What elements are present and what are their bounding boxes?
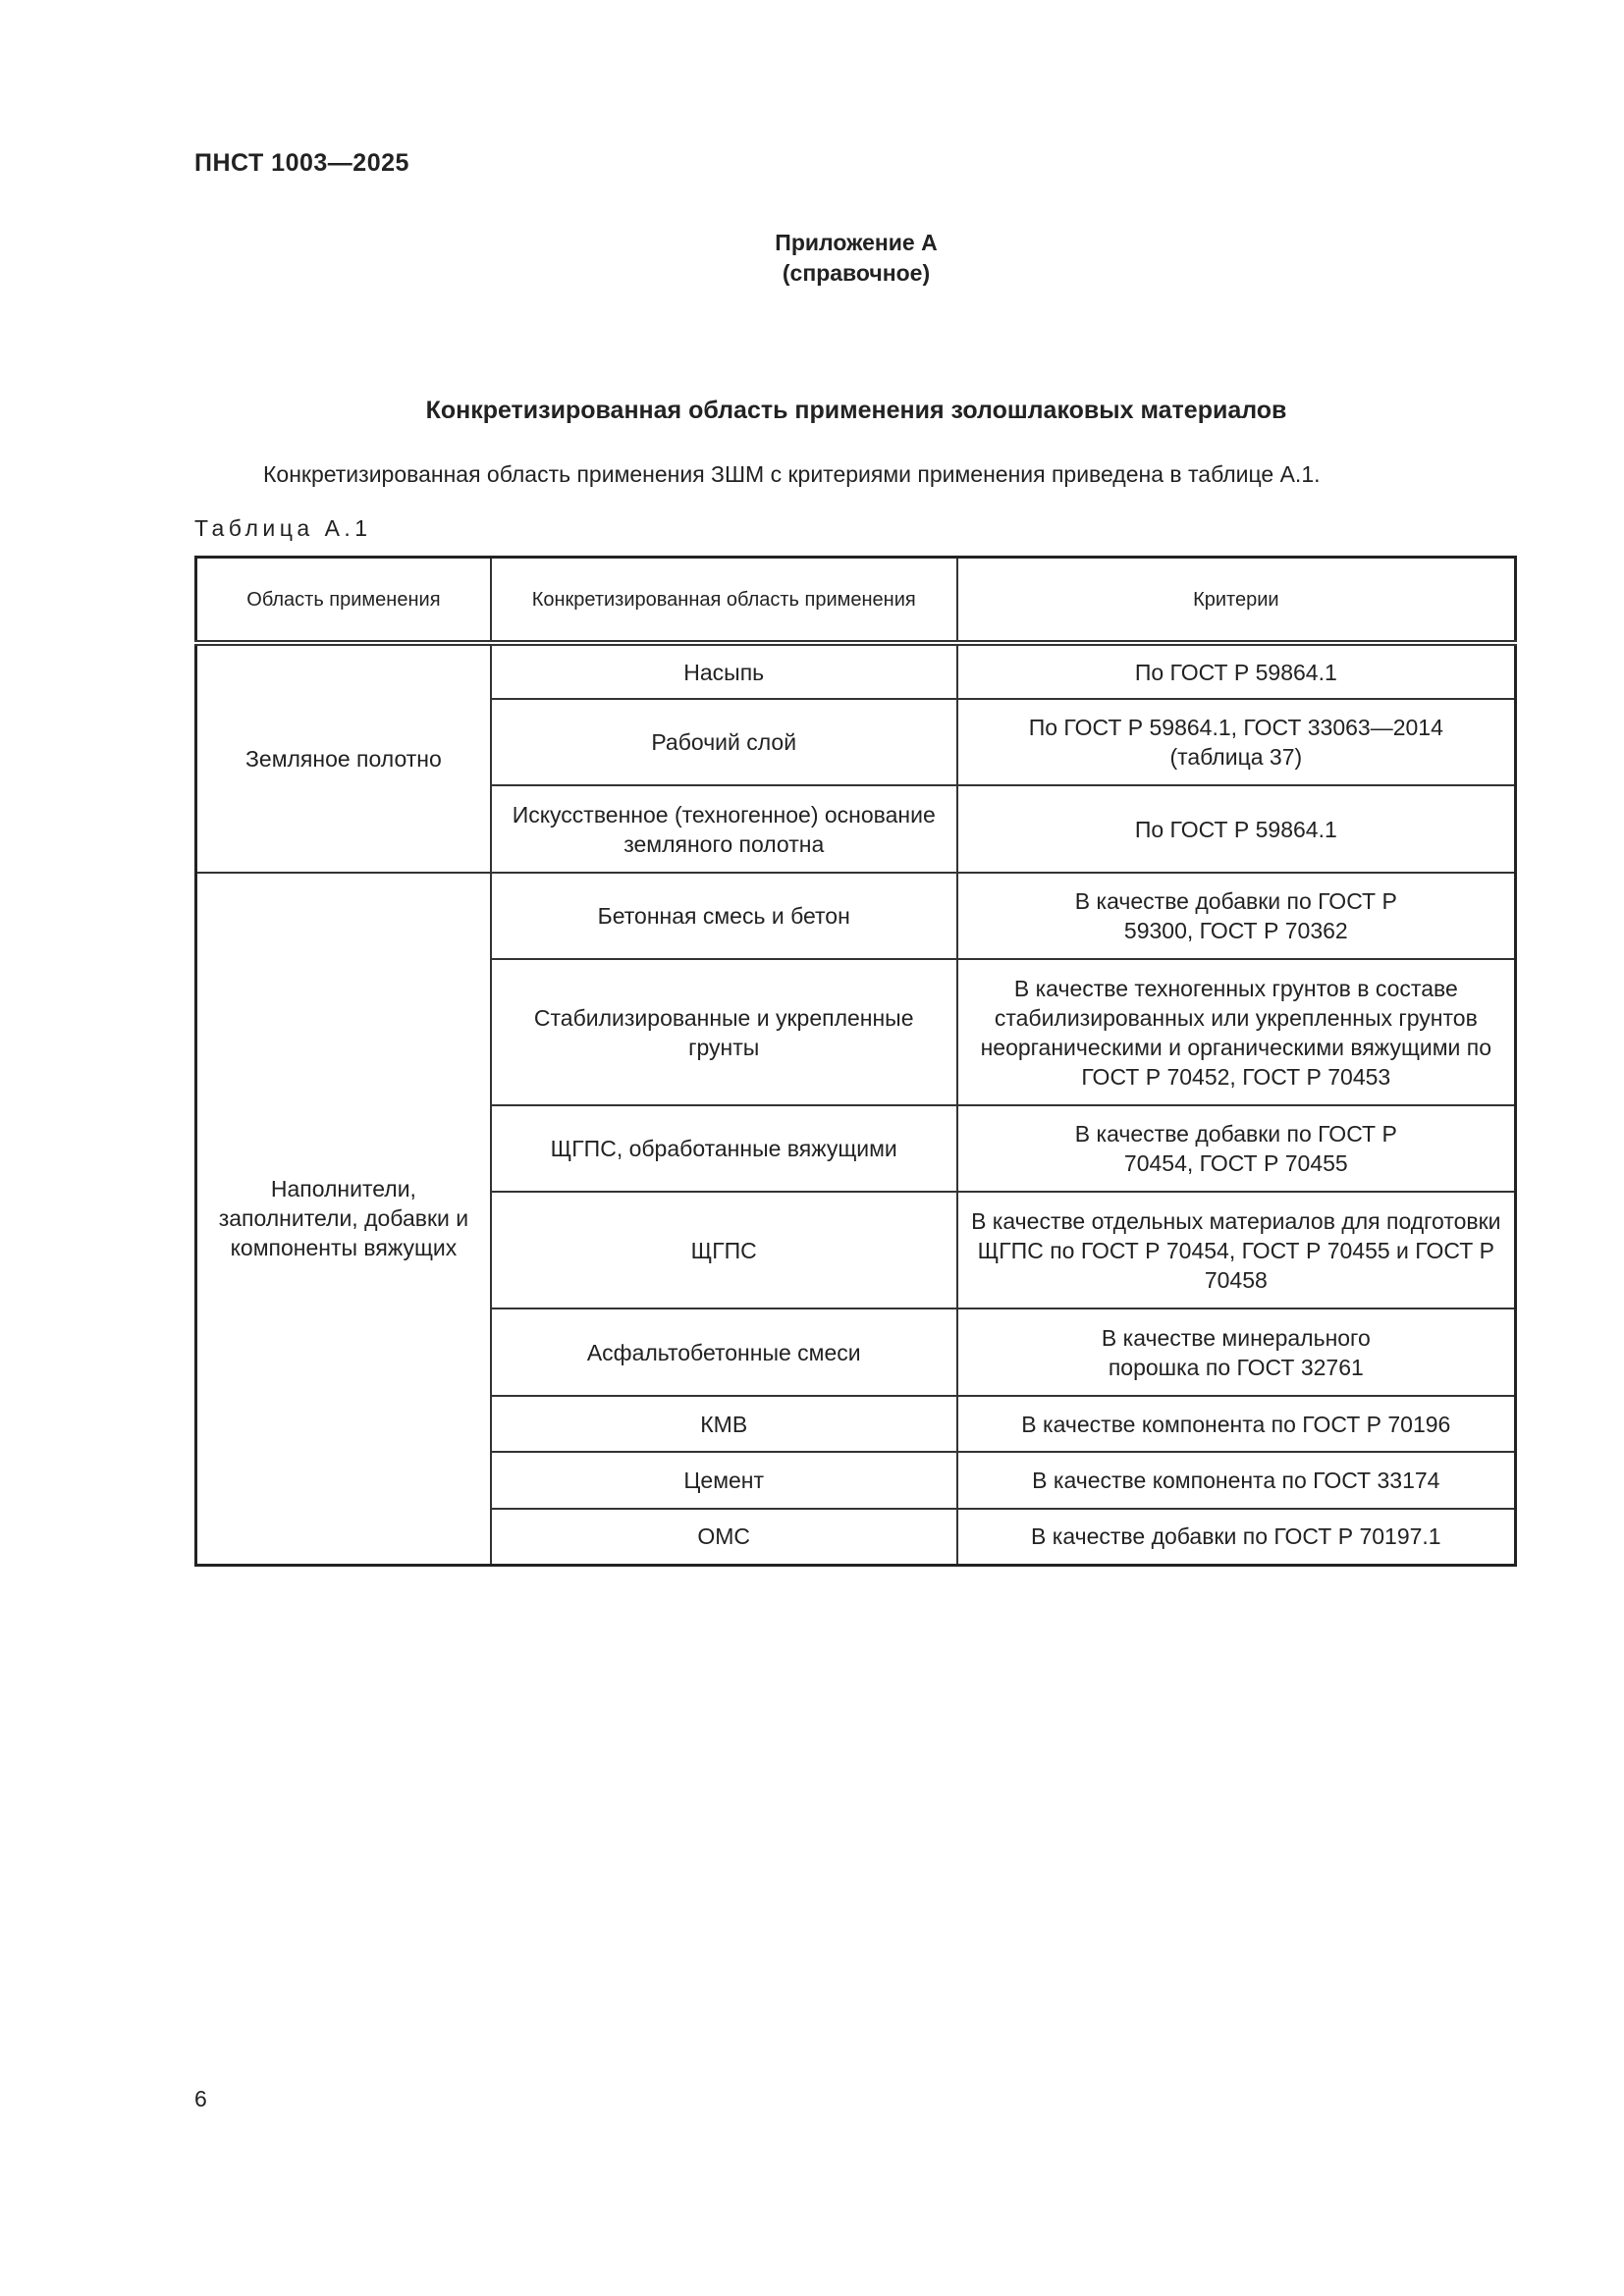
criteria-cell: В качестве добавки по ГОСТ Р 70454, ГОСТ Р 70455 bbox=[957, 1105, 1516, 1192]
criteria-cell: По ГОСТ Р 59864.1 bbox=[957, 643, 1516, 699]
specific-cell: Искусственное (техногенное) основание земляного полотна bbox=[491, 785, 957, 873]
criteria-cell: В качестве компонента по ГОСТ Р 70196 bbox=[957, 1396, 1516, 1452]
criteria-cell: По ГОСТ Р 59864.1 bbox=[957, 785, 1516, 873]
specific-cell: КМВ bbox=[491, 1396, 957, 1452]
specific-cell: Цемент bbox=[491, 1452, 957, 1509]
specific-cell: ЩГПС bbox=[491, 1192, 957, 1308]
document-code: ПНСТ 1003—2025 bbox=[194, 149, 409, 177]
criteria-cell: В качестве техногенных грунтов в составе стабилизированных или укрепленных грунтов неорганическими и органическими вяжущими по ГОСТ Р 70452, ГОСТ Р 70453 bbox=[957, 959, 1516, 1105]
criteria-cell: В качестве компонента по ГОСТ 33174 bbox=[957, 1452, 1516, 1509]
specific-cell: Асфальтобетонные смеси bbox=[491, 1308, 957, 1396]
criteria-cell: По ГОСТ Р 59864.1, ГОСТ 33063—2014 (таблица 37) bbox=[957, 699, 1516, 785]
specific-cell: ЩГПС, обработанные вяжущими bbox=[491, 1105, 957, 1192]
specific-cell: Бетонная смесь и бетон bbox=[491, 873, 957, 959]
criteria-cell: В качестве минерального порошка по ГОСТ 32761 bbox=[957, 1308, 1516, 1396]
appendix-heading bbox=[0, 228, 1624, 289]
applications-table bbox=[194, 556, 1517, 1567]
page-number: 6 bbox=[194, 2086, 207, 2111]
appendix-subtitle: (справочное) bbox=[782, 260, 931, 286]
criteria-cell: В качестве добавки по ГОСТ Р 70197.1 bbox=[957, 1509, 1516, 1565]
criteria-cell: В качестве отдельных материалов для подготовки ЩГПС по ГОСТ Р 70454, ГОСТ Р 70455 и ГОСТ Р 70458 bbox=[957, 1192, 1516, 1308]
header-criteria: Критерии bbox=[957, 558, 1516, 644]
specific-cell: Стабилизированные и укрепленные грунты bbox=[491, 959, 957, 1105]
table-label: Таблица А.1 bbox=[194, 515, 372, 541]
appendix-title: Приложение А bbox=[775, 230, 938, 255]
specific-cell: ОМС bbox=[491, 1509, 957, 1565]
area-cell: Земляное полотно bbox=[196, 643, 491, 873]
table-header-row bbox=[196, 558, 1516, 644]
specific-cell: Насыпь bbox=[491, 643, 957, 699]
intro-paragraph: Конкретизированная область применения ЗШМ с критериями применения приведена в таблице А.1. bbox=[263, 461, 1321, 487]
header-specific: Конкретизированная область применения bbox=[491, 558, 957, 644]
area-cell: Наполнители, заполнители, добавки и компоненты вяжущих bbox=[196, 873, 491, 1565]
section-title: Конкретизированная область применения золошлаковых материалов bbox=[425, 397, 1287, 424]
table-row bbox=[196, 643, 1516, 699]
table-row bbox=[196, 873, 1516, 959]
specific-cell: Рабочий слой bbox=[491, 699, 957, 785]
header-area: Область применения bbox=[196, 558, 491, 644]
criteria-cell: В качестве добавки по ГОСТ Р 59300, ГОСТ Р 70362 bbox=[957, 873, 1516, 959]
